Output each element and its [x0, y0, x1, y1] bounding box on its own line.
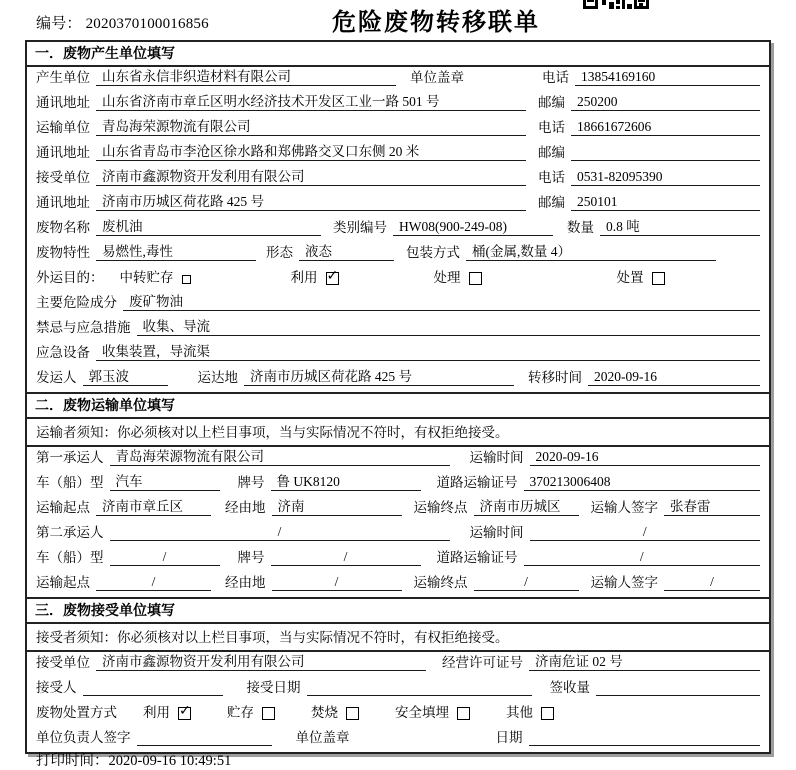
quantity-label: 数量 — [567, 220, 594, 235]
hazard-component-value: 废矿物油 — [123, 294, 760, 311]
via1-label: 经由地 — [225, 500, 266, 515]
transport-zip-label: 邮编 — [538, 145, 565, 160]
checkbox-icon-disposal-reuse-checked — [178, 703, 191, 720]
accept-unit-value: 济南市鑫源物资开发利用有限公司 — [96, 654, 426, 671]
row-waste-traits — [27, 242, 769, 267]
row-vehicle1 — [27, 472, 769, 497]
print-time-value: 2020-09-16 10:49:51 — [108, 753, 232, 769]
row-receiver-address — [27, 192, 769, 217]
row-producer-address — [27, 92, 769, 117]
row-second-carrier — [27, 522, 769, 547]
row-disposal-method — [27, 702, 769, 727]
transport-phone-value: 18661672606 — [571, 119, 760, 136]
transporter-notice: 运输者须知：你必须核对以上栏目事项，当与实际情况不符时，有权拒绝接受。 — [27, 419, 769, 447]
transfer-form-table — [25, 40, 771, 754]
row-transport-address — [27, 142, 769, 167]
transport-time1-label: 运输时间 — [469, 450, 524, 465]
row-emergency-measures — [27, 317, 769, 342]
category-code-label: 类别编号 — [333, 220, 387, 235]
waste-name-value: 废机油 — [96, 219, 321, 236]
producer-phone-label: 电话 — [542, 70, 569, 85]
waste-trait-label: 废物特性 — [36, 245, 90, 260]
producer-phone-value: 13854169160 — [575, 69, 760, 86]
purpose-option-transit-storage — [110, 270, 191, 286]
carrier-sign1-label: 运输人签字 — [590, 500, 658, 515]
unit-seal-label: 单位盖章 — [410, 70, 464, 85]
physical-form-label: 形态 — [266, 245, 293, 260]
checkbox-label-storage: 贮存 — [227, 705, 254, 720]
serial-number-line — [36, 12, 209, 33]
disposal-option-landfill — [359, 705, 470, 721]
checkbox-icon-reuse-checked — [326, 268, 339, 285]
origin2-label: 运输起点 — [36, 575, 90, 590]
terminal1-value: 济南市历城区 — [474, 499, 579, 516]
purpose-option-treatment — [339, 270, 482, 286]
vehicle-type2-value: / — [110, 549, 220, 566]
first-carrier-label: 第一承运人 — [36, 450, 104, 465]
quantity-value: 0.8 吨 — [600, 219, 760, 236]
checkbox-label-landfill: 安全填埋 — [395, 705, 449, 720]
transport-unit-value: 青岛海荣源物流有限公司 — [96, 119, 526, 136]
vehicle-type2-label: 车（船）型 — [36, 550, 104, 565]
row-producer-unit — [27, 67, 769, 92]
checkbox-icon-treatment — [469, 272, 482, 285]
waste-trait-value: 易燃性,毒性 — [96, 244, 256, 261]
serial-label: 编号： — [36, 16, 82, 32]
receiver-notice: 接受者须知：你必须核对以上栏目事项，当与实际情况不符时，有权拒绝接受。 — [27, 624, 769, 652]
transport-time2-value: / — [530, 524, 761, 541]
row-route1 — [27, 497, 769, 522]
purpose-option-reuse — [191, 270, 339, 286]
checkbox-icon-other — [541, 707, 554, 720]
disposal-method-label: 废物处置方式 — [36, 705, 117, 720]
vehicle-type1-label: 车（船）型 — [36, 475, 104, 490]
accept-person-value — [83, 695, 223, 696]
carrier-sign2-label: 运输人签字 — [590, 575, 658, 590]
via2-label: 经由地 — [225, 575, 266, 590]
transfer-time-value: 2020-09-16 — [588, 369, 760, 386]
section2-title: 二．废物运输单位填写 — [27, 392, 769, 419]
plate-number1-label: 牌号 — [237, 475, 265, 490]
transport-time1-value: 2020-09-16 — [530, 449, 761, 466]
road-license1-value: 370213006408 — [524, 474, 761, 491]
checkbox-label-treatment: 处理 — [433, 270, 461, 285]
accept-date-label: 接受日期 — [246, 680, 301, 695]
row-first-carrier — [27, 447, 769, 472]
qr-code-fragment-icon — [583, 0, 649, 10]
receiver-address-label: 通讯地址 — [36, 195, 90, 210]
road-license2-label: 道路运输证号 — [436, 550, 518, 565]
transport-address-label: 通讯地址 — [36, 145, 90, 160]
row-emergency-equipment — [27, 342, 769, 367]
producer-unit-label: 产生单位 — [36, 70, 90, 85]
carrier-sign2-value: / — [664, 574, 760, 591]
producer-address-label: 通讯地址 — [36, 95, 90, 110]
plate-number2-value: / — [271, 549, 421, 566]
receiver-seal-label: 单位盖章 — [295, 730, 350, 745]
received-amount-value — [596, 695, 760, 696]
packing-value: 桶(金属,数量 4） — [466, 244, 716, 261]
check-mark-icon: ✓ — [179, 703, 191, 719]
section1-title: 一．废物产生单位填写 — [27, 42, 769, 67]
checkbox-label-incineration: 焚烧 — [311, 705, 338, 720]
producer-unit-value: 山东省永信非织造材料有限公司 — [96, 69, 396, 86]
destination-label: 运达地 — [197, 370, 238, 385]
first-carrier-value: 青岛海荣源物流有限公司 — [110, 449, 450, 466]
shipper-value: 郭玉波 — [83, 369, 168, 386]
checkbox-label-transit-storage: 中转贮存 — [119, 270, 174, 285]
permit-number-label: 经营许可证号 — [442, 655, 523, 670]
transport-phone-label: 电话 — [538, 120, 565, 135]
row-vehicle2 — [27, 547, 769, 572]
via1-value: 济南 — [272, 499, 402, 516]
receiver-phone-label: 电话 — [538, 170, 565, 185]
responsible-sign-value — [137, 745, 272, 746]
checkbox-label-disposal: 处置 — [616, 270, 644, 285]
emergency-measures-value: 收集、导流 — [137, 319, 761, 336]
purpose-option-disposal — [482, 270, 665, 286]
plate-number2-label: 牌号 — [237, 550, 265, 565]
receiver-zip-value: 250101 — [571, 194, 760, 211]
transport-zip-value — [571, 160, 760, 161]
receiver-unit-value: 济南市鑫源物资开发利用有限公司 — [96, 169, 526, 186]
receiver-unit-label: 接受单位 — [36, 170, 90, 185]
serial-number: 2020370100016856 — [85, 16, 209, 32]
second-carrier-label: 第二承运人 — [36, 525, 104, 540]
category-code-value: HW08(900-249-08) — [393, 219, 553, 236]
carrier-sign1-value: 张春雷 — [664, 499, 760, 516]
checkbox-icon-landfill — [457, 707, 470, 720]
packing-label: 包装方式 — [406, 245, 460, 260]
vehicle-type1-value: 汽车 — [110, 474, 220, 491]
disposal-option-storage — [191, 705, 275, 721]
transfer-purpose-label: 外运目的： — [36, 270, 104, 285]
print-time-label: 打印时间： — [36, 753, 109, 769]
plate-number1-value: 鲁 UK8120 — [271, 474, 421, 491]
receiver-address-value: 济南市历城区荷花路 425 号 — [96, 194, 526, 211]
checkbox-label-disposal-reuse: 利用 — [143, 705, 170, 720]
terminal2-value: / — [474, 574, 579, 591]
checkbox-label-other: 其他 — [506, 705, 533, 720]
origin1-label: 运输起点 — [36, 500, 90, 515]
road-license1-label: 道路运输证号 — [436, 475, 518, 490]
sign-date-value — [529, 745, 761, 746]
transport-address-value: 山东省青岛市李沧区徐水路和郑佛路交叉口东侧 20 米 — [96, 144, 526, 161]
second-carrier-value: / — [110, 524, 450, 541]
checkbox-icon-storage — [262, 707, 275, 720]
responsible-sign-label: 单位负责人签字 — [36, 730, 131, 745]
via2-value: / — [272, 574, 402, 591]
emergency-equipment-value: 收集装置，导流渠 — [96, 344, 760, 361]
producer-address-value: 山东省济南市章丘区明水经济技术开发区工业一路 501 号 — [96, 94, 526, 111]
terminal1-label: 运输终点 — [413, 500, 468, 515]
disposal-option-reuse — [123, 705, 191, 721]
page-header — [0, 0, 796, 40]
origin1-value: 济南市章丘区 — [96, 499, 211, 516]
transport-time2-label: 运输时间 — [469, 525, 524, 540]
received-amount-label: 签收量 — [549, 680, 590, 695]
accept-unit-label: 接受单位 — [36, 655, 90, 670]
accept-person-label: 接受人 — [36, 680, 77, 695]
sign-date-label: 日期 — [495, 730, 523, 745]
road-license2-value: / — [524, 549, 761, 566]
row-accept-person — [27, 677, 769, 702]
origin2-value: / — [96, 574, 211, 591]
disposal-option-other — [470, 705, 554, 721]
print-time-line — [36, 749, 231, 770]
receiver-phone-value: 0531-82095390 — [571, 169, 760, 186]
row-transfer-purpose — [27, 267, 769, 292]
row-shipper — [27, 367, 769, 392]
waste-name-label: 废物名称 — [36, 220, 90, 235]
producer-zip-label: 邮编 — [538, 95, 565, 110]
checkbox-icon-incineration — [346, 707, 359, 720]
row-transport-unit — [27, 117, 769, 142]
receiver-zip-label: 邮编 — [538, 195, 565, 210]
accept-date-value — [307, 695, 532, 696]
transport-unit-label: 运输单位 — [36, 120, 90, 135]
shipper-label: 发运人 — [36, 370, 77, 385]
transfer-time-label: 转移时间 — [528, 370, 582, 385]
emergency-measures-label: 禁忌与应急措施 — [36, 320, 131, 335]
row-receiver-unit — [27, 167, 769, 192]
emergency-equipment-label: 应急设备 — [36, 345, 90, 360]
terminal2-label: 运输终点 — [413, 575, 468, 590]
physical-form-value: 液态 — [299, 244, 394, 261]
destination-value: 济南市历城区荷花路 425 号 — [244, 369, 514, 386]
hazard-component-label: 主要危险成分 — [36, 295, 117, 310]
checkbox-icon-disposal — [652, 272, 665, 285]
check-mark-icon: ✓ — [326, 268, 339, 284]
checkbox-label-reuse: 利用 — [290, 270, 318, 285]
checkbox-icon-transit-storage — [182, 275, 191, 284]
row-waste-name — [27, 217, 769, 242]
row-accept-unit — [27, 652, 769, 677]
section3-title: 三．废物接受单位填写 — [27, 597, 769, 624]
row-route2 — [27, 572, 769, 597]
disposal-option-incineration — [275, 705, 359, 721]
producer-zip-value: 250200 — [571, 94, 760, 111]
form-title: 危险废物转移联单 — [332, 9, 540, 36]
row-hazard-component — [27, 292, 769, 317]
permit-number-value: 济南危证 02 号 — [529, 654, 760, 671]
